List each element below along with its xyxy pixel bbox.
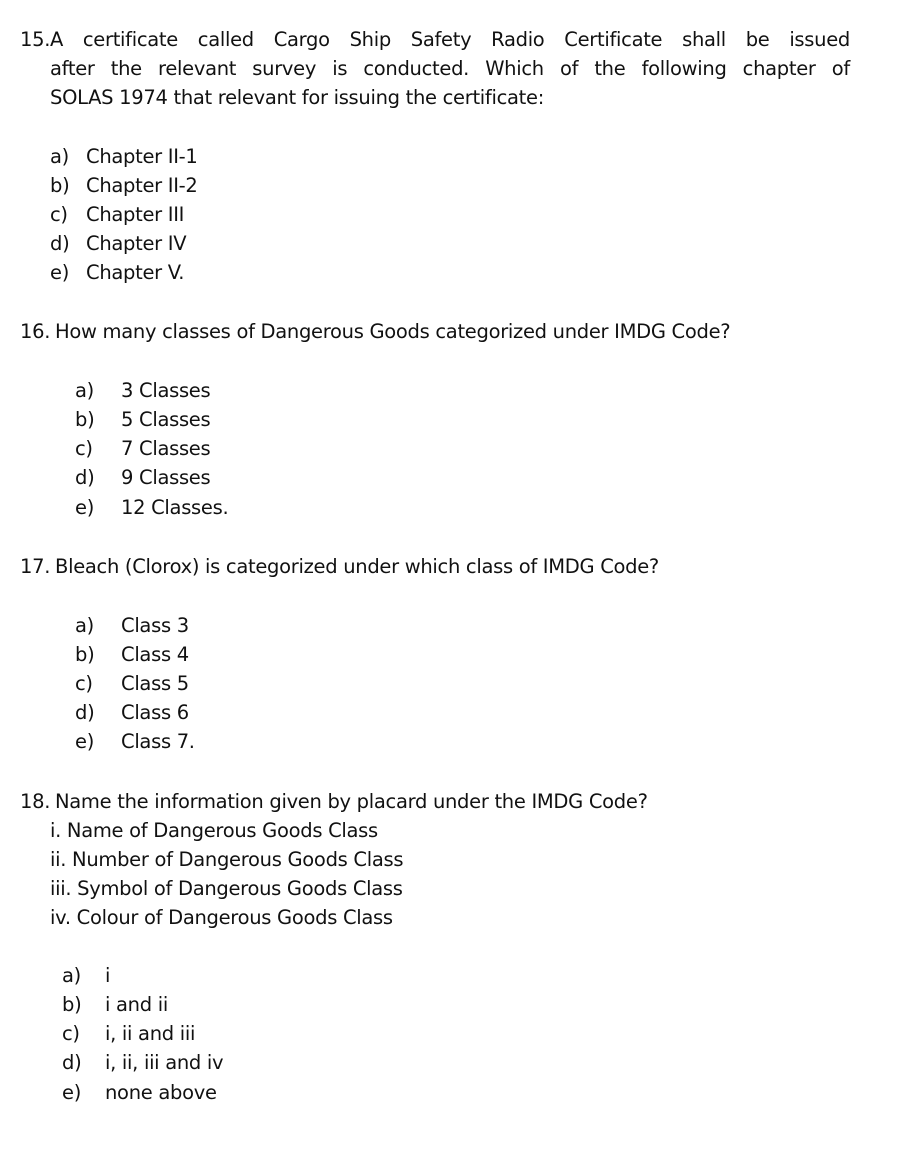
statement-item: iii. Symbol of Dangerous Goods Class — [50, 877, 403, 900]
option-label: e) — [50, 261, 70, 284]
option-label: c) — [50, 203, 68, 226]
option-text: i, ii and iii — [105, 1022, 196, 1045]
option-label: d) — [75, 466, 95, 489]
question-number: 15. — [20, 28, 51, 51]
question-text-line: Bleach (Clorox) is categorized under which class of IMDG Code? — [55, 555, 659, 578]
question-text-line: A certificate called Cargo Ship Safety Radio Certificate shall be issued — [50, 28, 850, 51]
option-label: d) — [50, 232, 70, 255]
question-number: 16. — [20, 320, 51, 343]
option-label: c) — [75, 437, 93, 460]
option-text: i and ii — [105, 993, 168, 1016]
option-label: c) — [62, 1022, 80, 1045]
option-text: Chapter III — [86, 203, 185, 226]
option-text: Class 5 — [121, 672, 189, 695]
option-text: Class 6 — [121, 701, 189, 724]
option-label: a) — [62, 964, 81, 987]
option-text: 3 Classes — [121, 379, 211, 402]
option-label: a) — [50, 145, 69, 168]
statement-item: ii. Number of Dangerous Goods Class — [50, 848, 404, 871]
question-text-line: How many classes of Dangerous Goods categorized under IMDG Code? — [55, 320, 731, 343]
statement-item: iv. Colour of Dangerous Goods Class — [50, 906, 393, 929]
option-text: Class 3 — [121, 614, 189, 637]
option-label: a) — [75, 379, 94, 402]
option-text: Chapter IV — [86, 232, 187, 255]
option-label: d) — [75, 701, 95, 724]
option-label: b) — [75, 408, 95, 431]
option-label: b) — [62, 993, 82, 1016]
option-label: b) — [75, 643, 95, 666]
question-number: 17. — [20, 555, 51, 578]
question-text-line: SOLAS 1974 that relevant for issuing the certificate: — [50, 86, 544, 109]
option-label: e) — [75, 496, 95, 519]
option-text: 9 Classes — [121, 466, 211, 489]
option-label: d) — [62, 1051, 82, 1074]
option-text: i — [105, 964, 111, 987]
option-text: 12 Classes. — [121, 496, 229, 519]
statement-item: i. Name of Dangerous Goods Class — [50, 819, 378, 842]
option-text: Chapter II-1 — [86, 145, 198, 168]
question-number: 18. — [20, 790, 51, 813]
option-text: 5 Classes — [121, 408, 211, 431]
question-text-line: after the relevant survey is conducted. Which of the following chapter of — [50, 57, 850, 80]
question-text-line: Name the information given by placard under the IMDG Code? — [55, 790, 648, 813]
option-label: c) — [75, 672, 93, 695]
option-label: a) — [75, 614, 94, 637]
option-label: e) — [62, 1081, 82, 1104]
option-text: 7 Classes — [121, 437, 211, 460]
option-label: b) — [50, 174, 70, 197]
option-text: none above — [105, 1081, 217, 1104]
option-text: Class 4 — [121, 643, 189, 666]
option-text: Chapter V. — [86, 261, 185, 284]
option-label: e) — [75, 730, 95, 753]
option-text: Chapter II-2 — [86, 174, 198, 197]
option-text: i, ii, iii and iv — [105, 1051, 224, 1074]
option-text: Class 7. — [121, 730, 195, 753]
